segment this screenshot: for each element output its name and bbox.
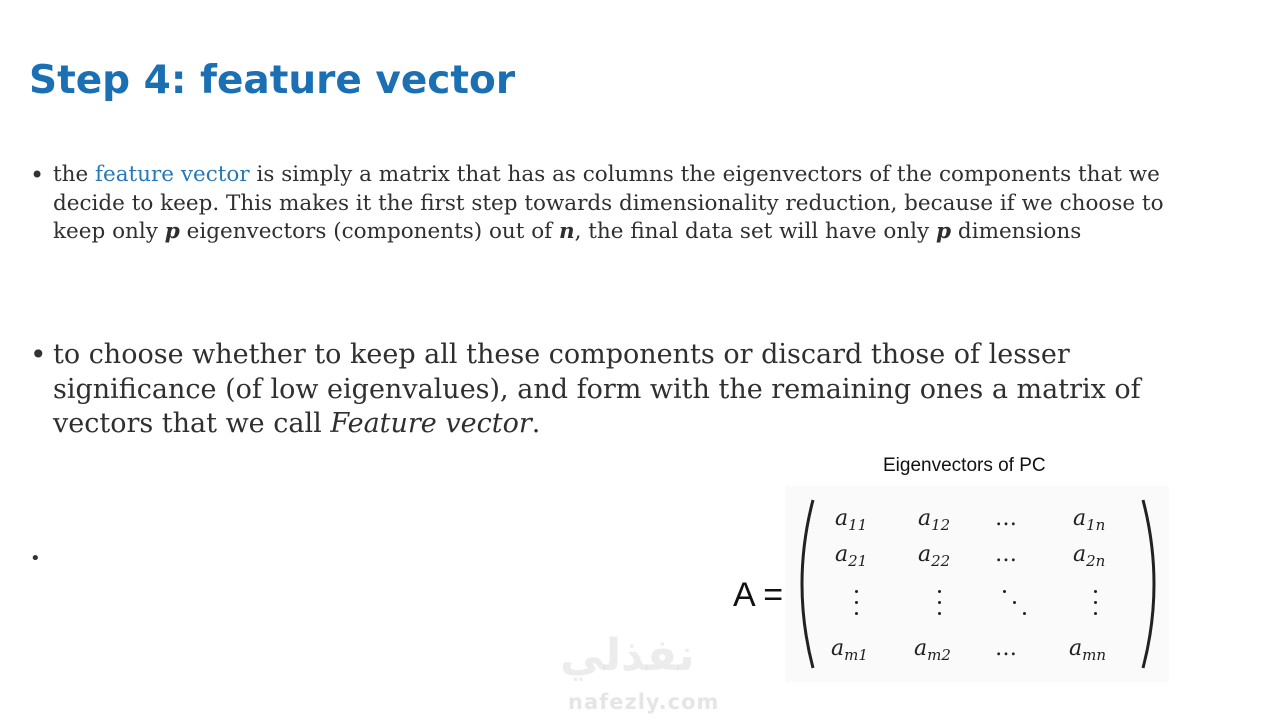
matrix-cell: $a_{2n}$ xyxy=(1073,542,1106,570)
diagonal-dots xyxy=(1003,590,1033,620)
text-span: dimensions xyxy=(951,219,1082,244)
text-span: is simply a matrix that has as columns the eigenvectors of the components that we decide to keep. This makes it the first step towards dimensionality reduction, because if we choose to keep only xyxy=(53,162,1164,244)
matrix-label: A = xyxy=(733,576,784,614)
text-span: , the final data set will have only xyxy=(574,219,937,244)
bullet-marker: • xyxy=(30,548,41,569)
matrix-cell: $a_{11}$ xyxy=(835,506,868,534)
matrix-cell: $a_{21}$ xyxy=(835,542,868,570)
feature-vector-term: feature vector xyxy=(95,162,250,187)
variable-p: p xyxy=(164,219,180,244)
text-span: the xyxy=(53,162,96,187)
variable-p: p xyxy=(936,219,952,244)
matrix-figure xyxy=(785,486,1169,682)
watermark-arabic: نفذلي xyxy=(560,630,695,681)
matrix-cell: $a_{m2}$ xyxy=(914,636,951,664)
feature-vector-italic: Feature vector xyxy=(330,408,532,439)
bullet-marker: • xyxy=(30,338,47,371)
text-span: eigenvectors (components) out of xyxy=(179,219,559,244)
matrix-cell: $a_{22}$ xyxy=(918,542,951,570)
matrix-cell: $a_{mn}$ xyxy=(1069,636,1107,664)
matrix-cell: $a_{m1}$ xyxy=(831,636,868,664)
vertical-dots xyxy=(938,590,942,620)
bullet-marker: • xyxy=(30,161,45,189)
bullet-paragraph-2 xyxy=(53,338,1223,442)
variable-n: n xyxy=(558,219,575,244)
matrix-cell-ellipsis: … xyxy=(995,542,1020,567)
slide-title: Step 4: feature vector xyxy=(29,58,516,103)
matrix-cell: $a_{12}$ xyxy=(918,506,951,534)
figure-caption: Eigenvectors of PC xyxy=(883,455,1046,476)
matrix-cell-ellipsis: … xyxy=(995,636,1020,661)
matrix-cell: $a_{1n}$ xyxy=(1073,506,1106,534)
watermark-url: nafezly.com xyxy=(568,690,720,714)
vertical-dots xyxy=(1094,590,1098,620)
matrix-cell-ellipsis: … xyxy=(995,506,1020,531)
vertical-dots xyxy=(855,590,859,620)
text-span: . xyxy=(531,408,541,439)
text-span: to choose whether to keep all these components or discard those of lesser significance (of low eigenvalues), and form with the remaining ones a matrix of vectors that we call xyxy=(53,339,1141,439)
bullet-paragraph-1 xyxy=(53,161,1203,247)
